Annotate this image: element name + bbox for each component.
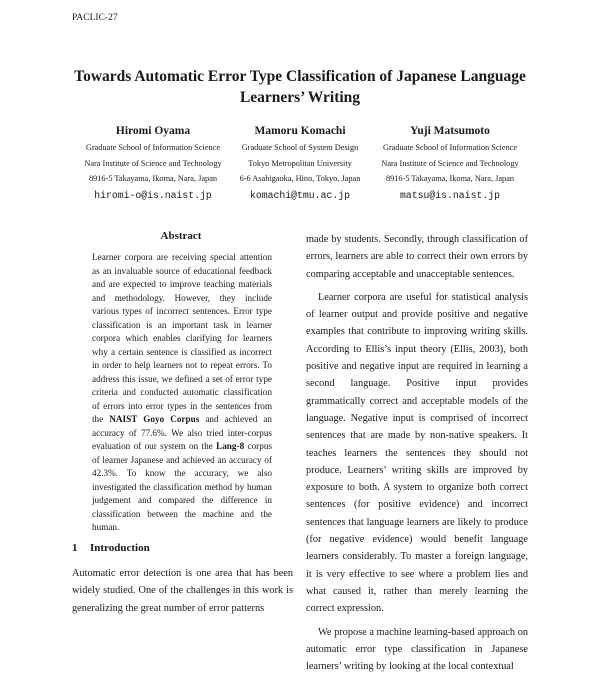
author-block-oyama bbox=[66, 122, 240, 205]
author-address: 8916-5 Takayama, Ikoma, Nara, Japan bbox=[88, 174, 218, 183]
author-block-komachi bbox=[222, 122, 378, 205]
introduction-paragraph: Automatic error detection is one area that has been widely studied. One of the challenges in this work is generalizing the great number of error patterns bbox=[72, 568, 293, 614]
abstract-text: Learner corpora are receiving special attention as an invaluable source of educational feedback and are expected to improve teaching materials and methodology. However, they include various types of incorrect sentences. Error type classification is an important task in learner corpora which enables clarifying for learners why a certain sentence is classified as incorrect in order to help learners not to repeat errors. To address this issue, we defined a set of error type criteria and conducted automatic classification of errors into error types in the sentences from the bbox=[92, 252, 272, 424]
author-address: 6-6 Asahigaoka, Hino, Tokyo, Japan bbox=[239, 174, 361, 183]
right-column bbox=[306, 231, 528, 675]
section-title: Introduction bbox=[90, 542, 150, 554]
author-institution: Nara Institute of Science and Technology bbox=[84, 158, 222, 168]
author-affiliation: Graduate School of System Design bbox=[241, 143, 359, 152]
paragraph: We propose a machine learning-based approach on automatic error type classification in Japanese learners’ writing by looking at the local contextual bbox=[306, 626, 528, 673]
author-name: Yuji Matsumoto bbox=[410, 125, 490, 137]
paper-title bbox=[60, 66, 540, 108]
paragraph: Learner corpora are useful for statistical analysis of learner output and provide positive and negative examples that contribute to improving writing skills. According to Ellis’s input theory (Ellis, 2003), both positive and negative input are required in learning a second language. Positive input provides grammatically correct and acceptable models of the language. Negative input is comprised of incorrect sentences that are made by non-native speakers. It teaches learners the sentences they should not produce. Learners’ writing skills are improved by exposure to both. A system to organize both correct sentences (for positive evidence) and incorrect sentences that language learners are likely to produce (for negative evidence) would benefit language learners considerably. To master a foreign language, it is very effective to see where a problem lies and what caused it, rather than merely learning the correct expression. bbox=[306, 291, 528, 615]
author-institution: Nara Institute of Science and Technology bbox=[381, 158, 519, 168]
author-name: Mamoru Komachi bbox=[254, 125, 346, 137]
conference-header: PACLIC-27 bbox=[72, 13, 118, 23]
author-institution: Tokyo Metropolitan University bbox=[248, 158, 352, 168]
author-email: matsu@is.naist.jp bbox=[400, 189, 500, 201]
abstract-text: corpus of learner Japanese and achieved an accuracy of 42.3%. To know the accuracy, we also investigated the classification method by human judgement and compared the difference in classification between the machine and the human. bbox=[92, 441, 272, 532]
author-address: 8916-5 Takayama, Ikoma, Nara, Japan bbox=[385, 174, 515, 183]
abstract-text: and achieved an accuracy of 77.6%. We also tried inter-corpus evaluation of our system on the bbox=[92, 414, 273, 451]
abstract-corpus-name: Lang-8 bbox=[216, 441, 245, 451]
author-affiliation: Graduate School of Information Science bbox=[382, 143, 518, 152]
abstract-body bbox=[92, 251, 272, 535]
author-name: Hiromi Oyama bbox=[115, 125, 191, 137]
section-number: 1 bbox=[72, 542, 78, 554]
author-affiliation: Graduate School of Information Science bbox=[85, 143, 221, 152]
title-line-2: Learners’ Writing bbox=[239, 89, 361, 106]
paragraph: made by students. Secondly, through classification of errors, learners are able to correct their own errors by comparing acceptable and unacceptable sentences. bbox=[306, 234, 528, 280]
author-block-matsumoto bbox=[366, 122, 534, 205]
author-email: hiromi-o@is.naist.jp bbox=[94, 189, 212, 201]
section-heading-introduction bbox=[72, 542, 150, 554]
abstract-heading: Abstract bbox=[160, 230, 202, 242]
author-email: komachi@tmu.ac.jp bbox=[250, 189, 350, 201]
title-line-1: Towards Automatic Error Type Classification of Japanese Language bbox=[74, 68, 526, 85]
abstract-corpus-name: NAIST Goyo Corpus bbox=[109, 414, 200, 424]
